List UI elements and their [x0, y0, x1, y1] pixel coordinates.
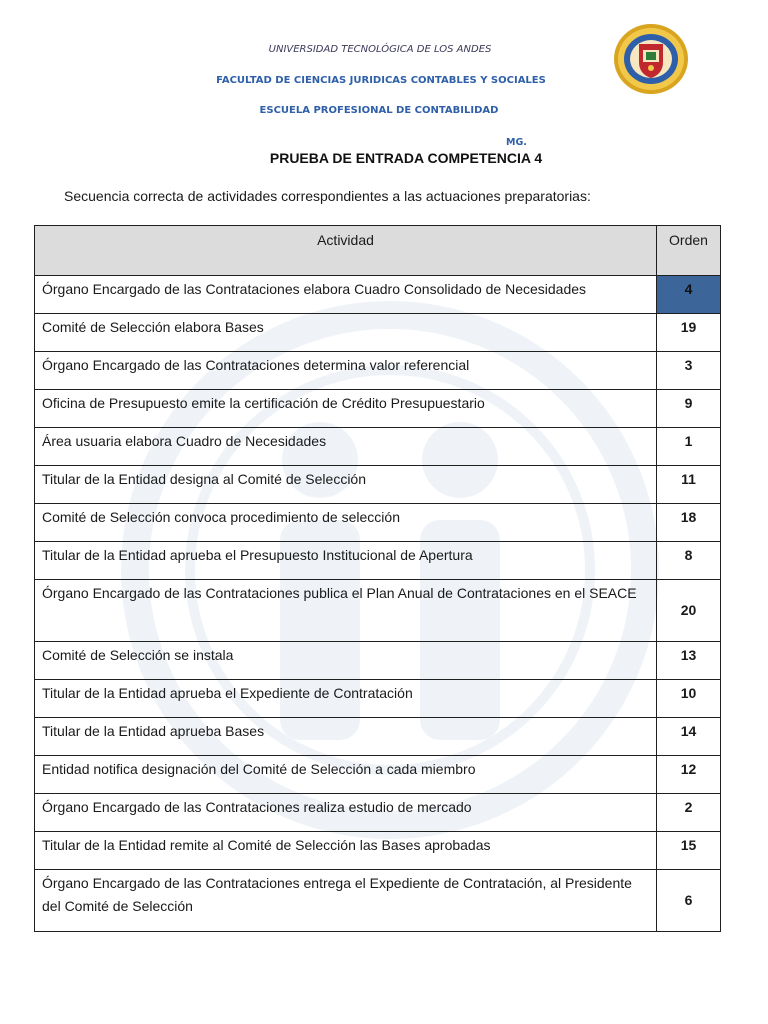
- table-header-row: [35, 226, 721, 276]
- university-name: UNIVERSIDAD TECNOLÓGICA DE LOS ANDES: [268, 44, 492, 55]
- activity-cell: Titular de la Entidad aprueba el Expediente de Contratación: [35, 680, 657, 718]
- intro-text: Secuencia correcta de actividades correspondientes a las actuaciones preparatorias:: [64, 188, 591, 204]
- table-row: [35, 642, 721, 680]
- table-row: [35, 352, 721, 390]
- activity-cell: Titular de la Entidad aprueba Bases: [35, 718, 657, 756]
- activity-cell: Órgano Encargado de las Contrataciones determina valor referencial: [35, 352, 657, 390]
- order-cell: 14: [657, 718, 721, 756]
- table-row: [35, 756, 721, 794]
- activity-cell: Comité de Selección se instala: [35, 642, 657, 680]
- order-cell: 12: [657, 756, 721, 794]
- activity-cell: Órgano Encargado de las Contrataciones entrega el Expediente de Contratación, al Presidente del Comité de Selección: [35, 870, 657, 932]
- activity-cell: Órgano Encargado de las Contrataciones realiza estudio de mercado: [35, 794, 657, 832]
- activity-cell: Comité de Selección elabora Bases: [35, 314, 657, 352]
- table-row: [35, 276, 721, 314]
- university-seal-logo: [612, 22, 690, 96]
- table-row: [35, 428, 721, 466]
- activities-table: [34, 225, 721, 932]
- activity-cell: Titular de la Entidad designa al Comité de Selección: [35, 466, 657, 504]
- order-cell: 15: [657, 832, 721, 870]
- order-cell: 3: [657, 352, 721, 390]
- table-row: [35, 466, 721, 504]
- order-cell: 9: [657, 390, 721, 428]
- school-name: ESCUELA PROFESIONAL DE CONTABILIDAD: [259, 105, 499, 116]
- activity-cell: Órgano Encargado de las Contrataciones elabora Cuadro Consolidado de Necesidades: [35, 276, 657, 314]
- faculty-name: FACULTAD DE CIENCIAS JURIDICAS CONTABLES Y SOCIALES: [216, 75, 546, 86]
- activity-cell: Oficina de Presupuesto emite la certificación de Crédito Presupuestario: [35, 390, 657, 428]
- page-title: PRUEBA DE ENTRADA COMPETENCIA 4: [269, 150, 543, 166]
- activity-cell: Titular de la Entidad remite al Comité de Selección las Bases aprobadas: [35, 832, 657, 870]
- activity-cell: Órgano Encargado de las Contrataciones publica el Plan Anual de Contrataciones en el SEACE: [35, 580, 657, 642]
- mg-label: MG.: [506, 137, 527, 148]
- table-row: [35, 832, 721, 870]
- order-cell: 6: [657, 870, 721, 932]
- table-row: [35, 870, 721, 932]
- activity-cell: Área usuaria elabora Cuadro de Necesidades: [35, 428, 657, 466]
- column-header-order: Orden: [657, 226, 721, 276]
- table-row: [35, 718, 721, 756]
- order-cell: 1: [657, 428, 721, 466]
- order-cell: 20: [657, 580, 721, 642]
- order-cell: 13: [657, 642, 721, 680]
- table-row: [35, 314, 721, 352]
- table-row: [35, 580, 721, 642]
- table-row: [35, 680, 721, 718]
- order-cell-highlighted: 4: [657, 276, 721, 314]
- order-cell: 11: [657, 466, 721, 504]
- order-cell: 2: [657, 794, 721, 832]
- activity-cell: Titular de la Entidad aprueba el Presupuesto Institucional de Apertura: [35, 542, 657, 580]
- table-row: [35, 390, 721, 428]
- activity-cell: Comité de Selección convoca procedimiento de selección: [35, 504, 657, 542]
- order-cell: 8: [657, 542, 721, 580]
- table-row: [35, 504, 721, 542]
- table-row: [35, 542, 721, 580]
- column-header-activity: Actividad: [35, 226, 657, 276]
- table-row: [35, 794, 721, 832]
- order-cell: 10: [657, 680, 721, 718]
- order-cell: 18: [657, 504, 721, 542]
- order-cell: 19: [657, 314, 721, 352]
- activity-cell: Entidad notifica designación del Comité de Selección a cada miembro: [35, 756, 657, 794]
